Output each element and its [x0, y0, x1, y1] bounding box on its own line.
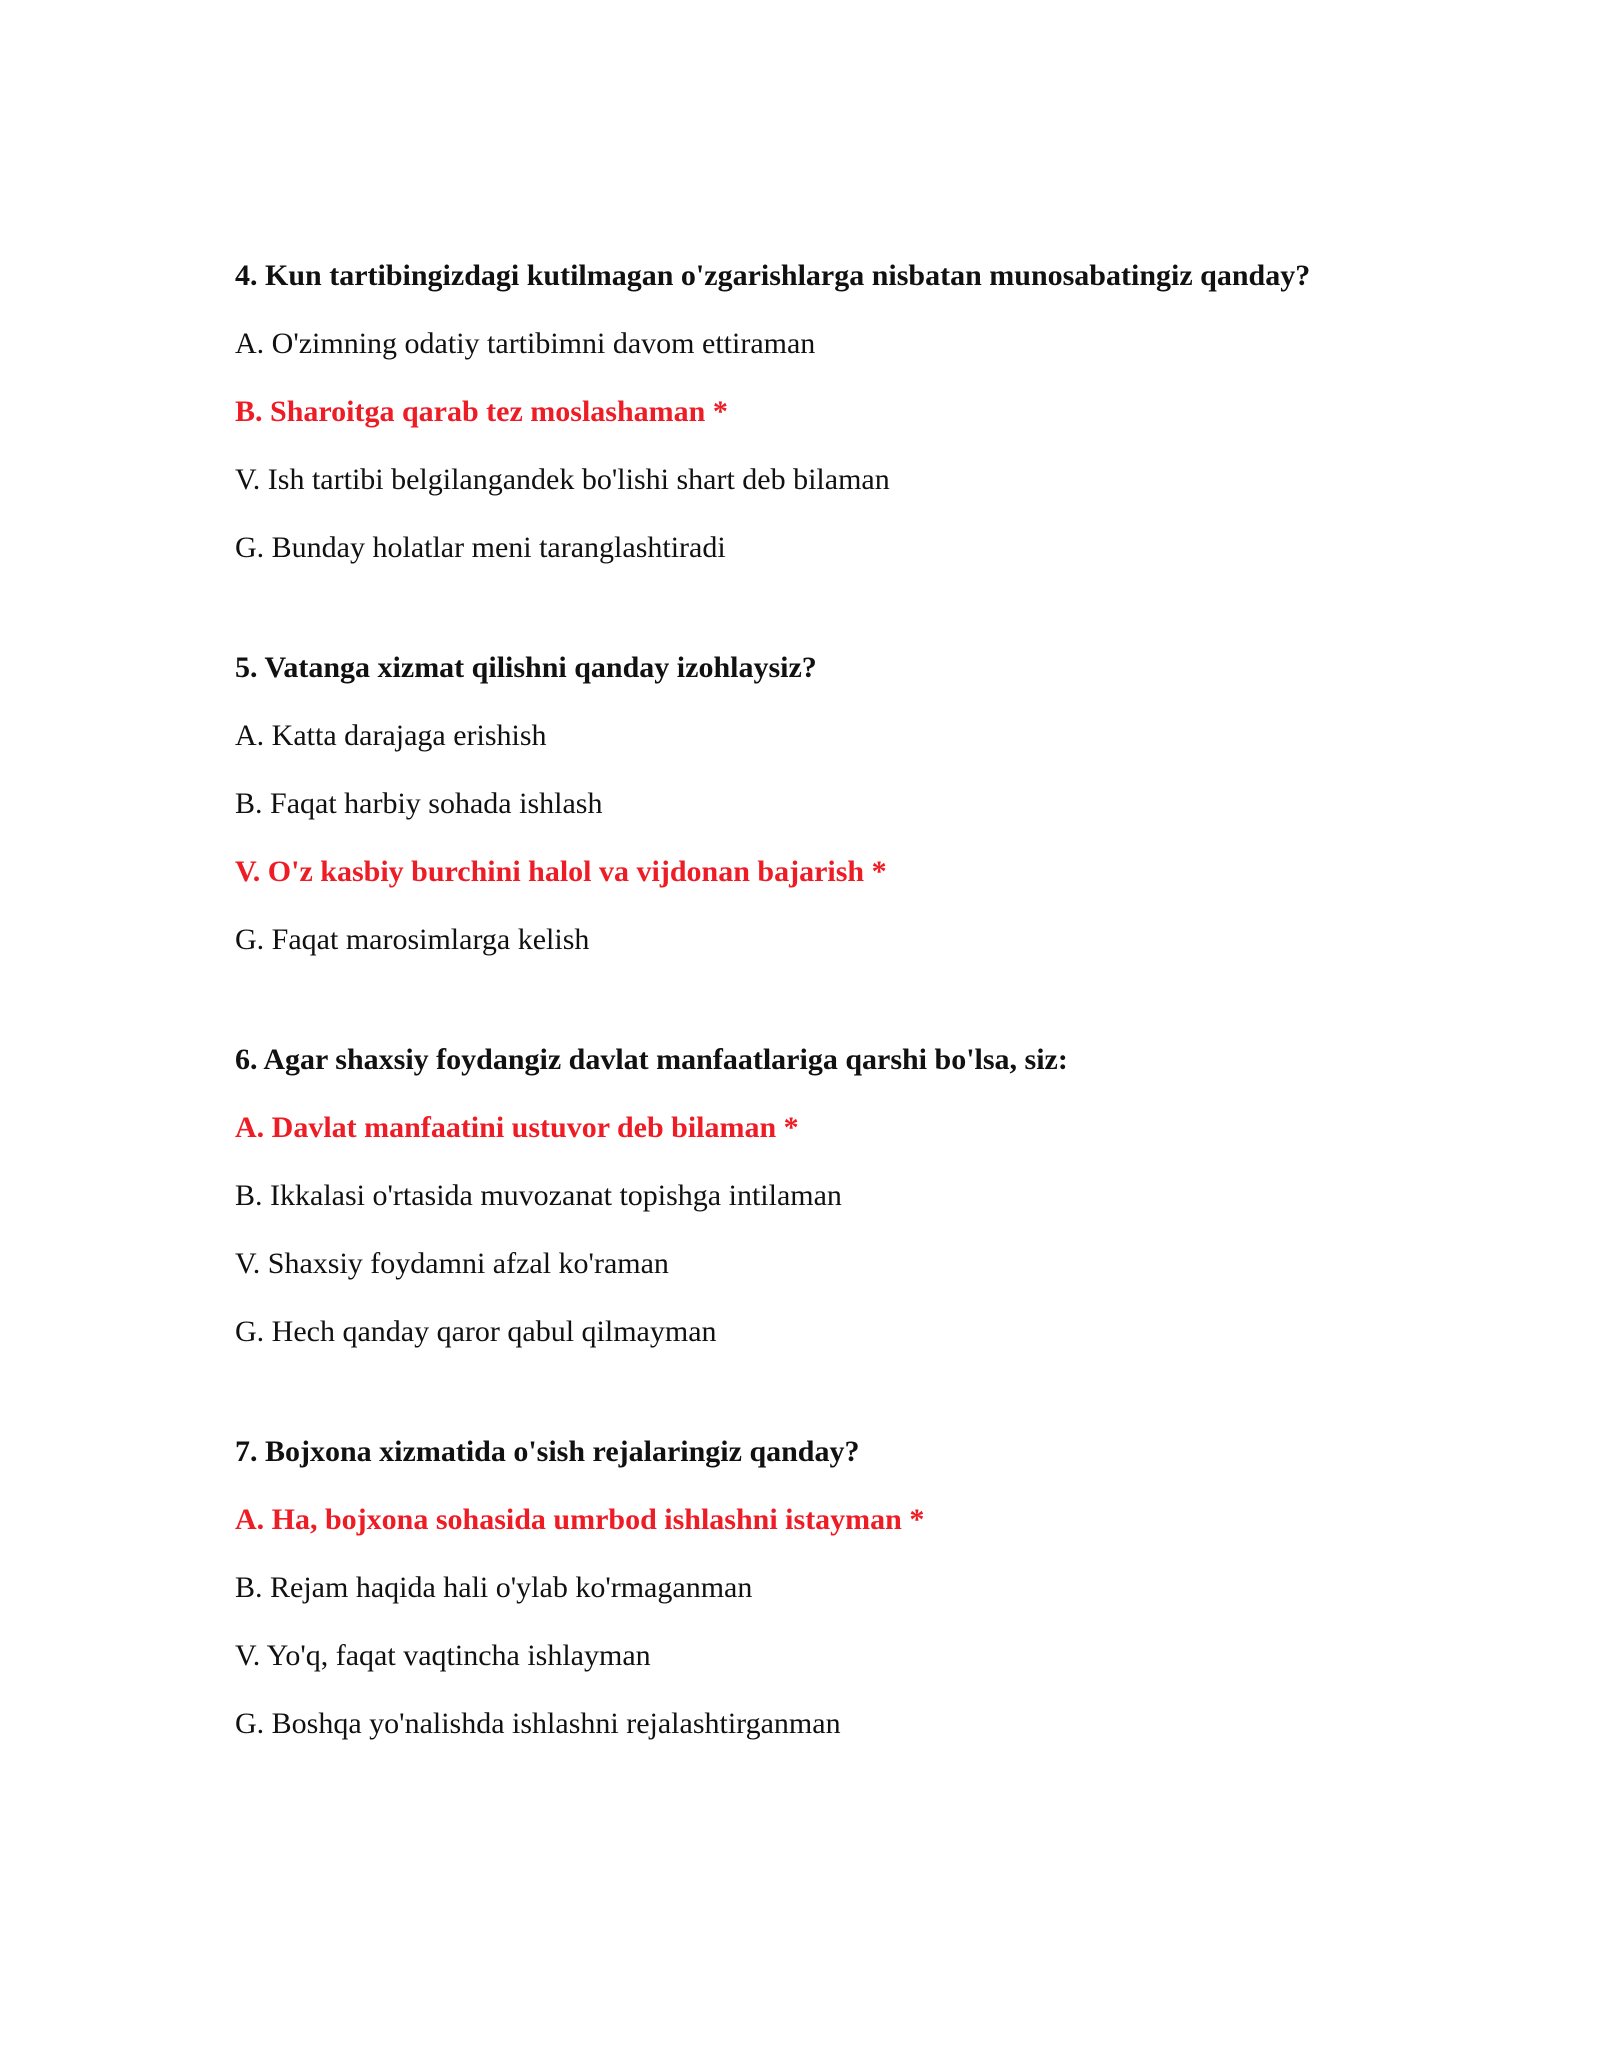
answer-option-g: G. Faqat marosimlarga kelish: [235, 923, 590, 956]
answer-option-b: B. Rejam haqida hali o'ylab ko'rmaganman: [235, 1571, 753, 1604]
answer-option-g: G. Boshqa yo'nalishda ishlashni rejalashtirganman: [235, 1707, 841, 1740]
answer-option-b: B. Faqat harbiy sohada ishlash: [235, 787, 603, 820]
question-5: [235, 642, 1435, 966]
answer-option-v: V. O'z kasbiy burchini halol va vijdonan bajarish *: [235, 855, 887, 888]
question-title: 5. Vatanga xizmat qilishni qanday izohlaysiz?: [235, 651, 817, 684]
question-6: [235, 1034, 1435, 1358]
answer-option-a: A. O'zimning odatiy tartibimni davom ettiraman: [235, 327, 816, 360]
answer-option-a: A. Katta darajaga erishish: [235, 719, 547, 752]
question-list: [235, 250, 1435, 1818]
question-7: [235, 1426, 1435, 1750]
question-4: [235, 250, 1435, 574]
answer-option-v: V. Yo'q, faqat vaqtincha ishlayman: [235, 1639, 651, 1672]
question-title: 4. Kun tartibingizdagi kutilmagan o'zgarishlarga nisbatan munosabatingiz qanday?: [235, 259, 1311, 292]
answer-option-a: A. Davlat manfaatini ustuvor deb bilaman *: [235, 1111, 799, 1144]
answer-option-a: A. Ha, bojxona sohasida umrbod ishlashni istayman *: [235, 1503, 925, 1536]
answer-option-b: B. Ikkalasi o'rtasida muvozanat topishga intilaman: [235, 1179, 842, 1212]
answer-option-b: B. Sharoitga qarab tez moslashaman *: [235, 395, 728, 428]
question-title: 7. Bojxona xizmatida o'sish rejalaringiz qanday?: [235, 1435, 860, 1468]
question-title: 6. Agar shaxsiy foydangiz davlat manfaatlariga qarshi bo'lsa, siz:: [235, 1043, 1068, 1076]
answer-option-g: G. Bunday holatlar meni taranglashtiradi: [235, 531, 726, 564]
answer-option-g: G. Hech qanday qaror qabul qilmayman: [235, 1315, 717, 1348]
answer-option-v: V. Shaxsiy foydamni afzal ko'raman: [235, 1247, 669, 1280]
answer-option-v: V. Ish tartibi belgilangandek bo'lishi shart deb bilaman: [235, 463, 890, 496]
